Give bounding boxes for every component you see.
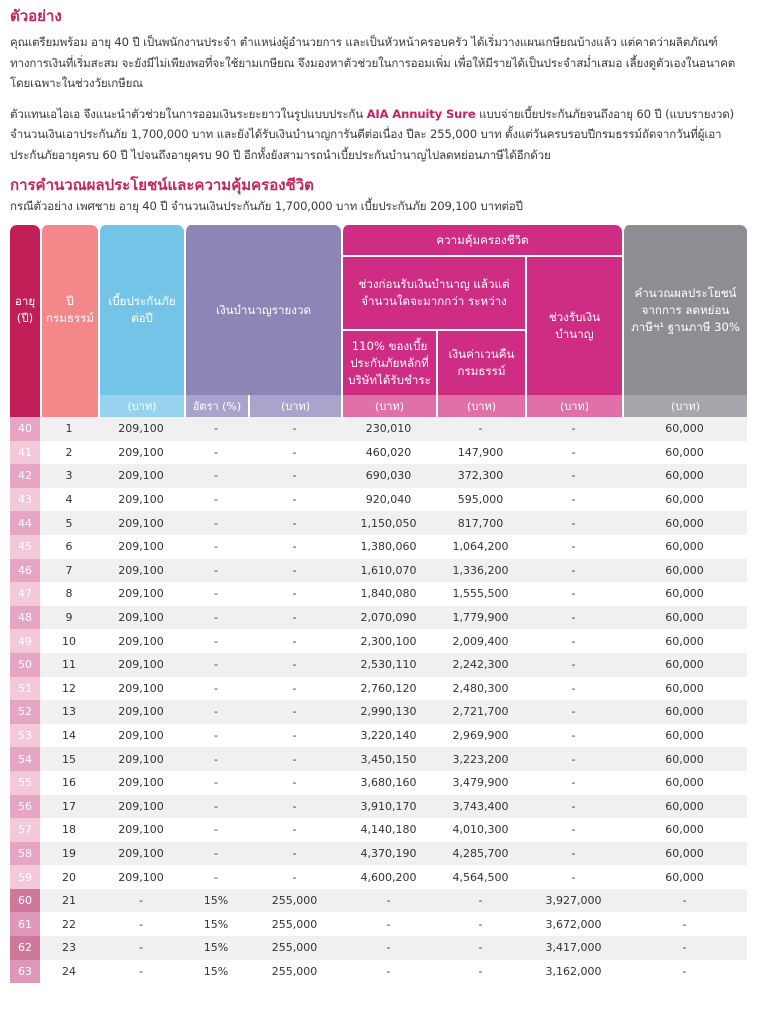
cell-age: 52 <box>10 700 40 724</box>
cell-cash-value: 4,285,700 <box>436 842 525 866</box>
cell-cash-value: - <box>436 936 525 960</box>
cell-policy-year: 13 <box>40 700 98 724</box>
example-paragraph-1: คุณเตรียมพร้อม อายุ 40 ปี เป็นพนักงานประจำ ตำแหน่งผู้อำนวยการ และเป็นหัวหน้าครอบครัว ได้เริ่มวางแผนเกษียณบ้างแล้ว แต่คาดว่าผลิตภัณฑ์ทางการเงินที่เริ่มสะสม จะยังมีไม่เพียงพอที่จะใช้ยามเกษียณ จึงมองหาตัวช่วยในการออมเพิ่ม เพื่อให้มีรายได้เป็นประจำสม่ำเสมอ เลี้ยงดูตัวเองในอนาคต โดยเฉพาะในช่วงวัยเกษียณ <box>10 35 736 90</box>
table-row <box>10 582 747 606</box>
cell-tax-benefit: 60,000 <box>622 417 747 441</box>
cell-tax-benefit: - <box>622 912 747 936</box>
cell-tax-benefit: 60,000 <box>622 700 747 724</box>
cell-annuity-benefit: - <box>525 842 622 866</box>
cell-death-benefit-110: - <box>341 912 436 936</box>
cell-policy-year: 19 <box>40 842 98 866</box>
cell-age: 42 <box>10 464 40 488</box>
cell-death-benefit-110: 4,370,190 <box>341 842 436 866</box>
cell-annuity-rate: - <box>184 582 248 606</box>
table-row <box>10 559 747 583</box>
cell-age: 44 <box>10 511 40 535</box>
cell-cash-value: - <box>436 417 525 441</box>
cell-policy-year: 14 <box>40 724 98 748</box>
example-heading: ตัวอย่าง <box>10 7 62 25</box>
cell-annuity-amount: - <box>248 653 341 677</box>
cell-annuity-rate: - <box>184 606 248 630</box>
header-during-annuity: ช่วงรับเงิน บำนาญ <box>525 255 622 395</box>
cell-premium: 209,100 <box>98 842 184 866</box>
cell-premium: 209,100 <box>98 700 184 724</box>
cell-age: 55 <box>10 771 40 795</box>
cell-annuity-rate: - <box>184 842 248 866</box>
cell-tax-benefit: - <box>622 889 747 913</box>
cell-premium: 209,100 <box>98 582 184 606</box>
cell-age: 49 <box>10 629 40 653</box>
header-before-annuity: ช่วงก่อนรับเงินบำนาญ แล้วแต่จำนวนใดจะมากกว่า ระหว่าง <box>341 255 525 329</box>
cell-annuity-rate: - <box>184 488 248 512</box>
cell-tax-benefit: 60,000 <box>622 488 747 512</box>
cell-premium: 209,100 <box>98 771 184 795</box>
cell-premium: 209,100 <box>98 818 184 842</box>
para2-start: ตัวแทนเอไอเอ จึงแนะนำตัวช่วยในการออมเงินระยะยาวในรูปแบบประกัน <box>10 106 367 121</box>
cell-annuity-rate: - <box>184 441 248 465</box>
cell-policy-year: 15 <box>40 747 98 771</box>
cell-annuity-benefit: 3,927,000 <box>525 889 622 913</box>
cell-death-benefit-110: - <box>341 889 436 913</box>
cell-annuity-amount: - <box>248 535 341 559</box>
cell-age: 58 <box>10 842 40 866</box>
cell-annuity-benefit: - <box>525 865 622 889</box>
cell-policy-year: 12 <box>40 677 98 701</box>
cell-death-benefit-110: - <box>341 960 436 984</box>
header-cash-value: เงินค่าเวนคืน กรมธรรม์ <box>436 329 525 395</box>
cell-annuity-benefit: - <box>525 559 622 583</box>
cell-death-benefit-110: 3,220,140 <box>341 724 436 748</box>
cell-annuity-rate: 15% <box>184 960 248 984</box>
cell-cash-value: 2,242,300 <box>436 653 525 677</box>
table-row <box>10 700 747 724</box>
table-row <box>10 511 747 535</box>
cell-policy-year: 20 <box>40 865 98 889</box>
para2-end: แบบจ่ายเบี้ยประกันภัยจนถึงอายุ 60 ปี (แบบรายงวด) จำนวนเงินเอาประกันภัย 1,700,000 บาท และยังได้รับเงินบำนาญการันตีต่อเนื่อง ปีละ 255,000 บาท ตั้งแต่วันครบรอบปีกรมธรรม์ถัดจากวันที่ผู้เอาประกันภัยอายุครบ 60 ปี ไปจนถึงอายุครบ 90 ปี อีกทั้งยังสามารถนำเบี้ยประกันบำนาญไปลดหย่อนภาษีได้อีกด้วย <box>10 106 734 162</box>
cell-tax-benefit: 60,000 <box>622 629 747 653</box>
cell-annuity-benefit: - <box>525 535 622 559</box>
cell-tax-benefit: 60,000 <box>622 795 747 819</box>
table-row <box>10 629 747 653</box>
cell-annuity-rate: - <box>184 818 248 842</box>
cell-cash-value: 1,555,500 <box>436 582 525 606</box>
cell-annuity-benefit: 3,672,000 <box>525 912 622 936</box>
cell-annuity-benefit: 3,162,000 <box>525 960 622 984</box>
cell-tax-benefit: 60,000 <box>622 511 747 535</box>
cell-policy-year: 2 <box>40 441 98 465</box>
cell-policy-year: 16 <box>40 771 98 795</box>
unit-during-annuity: (บาท) <box>525 395 622 417</box>
table-row <box>10 464 747 488</box>
table-row <box>10 889 747 913</box>
table-row <box>10 441 747 465</box>
unit-110-percent: (บาท) <box>341 395 436 417</box>
cell-premium: 209,100 <box>98 511 184 535</box>
cell-policy-year: 10 <box>40 629 98 653</box>
cell-annuity-benefit: - <box>525 488 622 512</box>
cell-annuity-amount: - <box>248 488 341 512</box>
cell-premium: 209,100 <box>98 629 184 653</box>
cell-tax-benefit: 60,000 <box>622 606 747 630</box>
cell-cash-value: 2,009,400 <box>436 629 525 653</box>
header-tax-benefit: คำนวณผลประโยชน์ จากการ ลดหย่อนภาษีฯ¹ ฐานภาษี 30% <box>622 225 747 395</box>
cell-policy-year: 4 <box>40 488 98 512</box>
cell-policy-year: 22 <box>40 912 98 936</box>
cell-annuity-amount: - <box>248 441 341 465</box>
table-row <box>10 912 747 936</box>
table-row <box>10 747 747 771</box>
cell-annuity-rate: - <box>184 771 248 795</box>
cell-annuity-rate: - <box>184 559 248 583</box>
cell-annuity-amount: 255,000 <box>248 936 341 960</box>
cell-policy-year: 21 <box>40 889 98 913</box>
cell-annuity-benefit: - <box>525 700 622 724</box>
cell-policy-year: 7 <box>40 559 98 583</box>
cell-death-benefit-110: 1,840,080 <box>341 582 436 606</box>
cell-cash-value: 817,700 <box>436 511 525 535</box>
cell-annuity-benefit: - <box>525 677 622 701</box>
cell-annuity-amount: - <box>248 771 341 795</box>
cell-cash-value: 3,743,400 <box>436 795 525 819</box>
table-row <box>10 936 747 960</box>
table-row <box>10 960 747 984</box>
cell-policy-year: 3 <box>40 464 98 488</box>
cell-annuity-benefit: - <box>525 747 622 771</box>
cell-premium: - <box>98 960 184 984</box>
cell-tax-benefit: 60,000 <box>622 464 747 488</box>
unit-cash-value: (บาท) <box>436 395 525 417</box>
cell-death-benefit-110: 4,140,180 <box>341 818 436 842</box>
cell-premium: 209,100 <box>98 865 184 889</box>
cell-death-benefit-110: - <box>341 936 436 960</box>
table-row <box>10 417 747 441</box>
cell-premium: - <box>98 936 184 960</box>
header-policy-year: ปี กรมธรรม์ <box>40 225 98 395</box>
cell-age: 62 <box>10 936 40 960</box>
example-paragraph-2 <box>10 104 747 166</box>
cell-annuity-benefit: - <box>525 511 622 535</box>
cell-policy-year: 11 <box>40 653 98 677</box>
unit-year <box>40 395 98 417</box>
cell-premium: 209,100 <box>98 441 184 465</box>
cell-age: 51 <box>10 677 40 701</box>
cell-age: 60 <box>10 889 40 913</box>
cell-annuity-amount: 255,000 <box>248 889 341 913</box>
cell-cash-value: 1,779,900 <box>436 606 525 630</box>
cell-annuity-amount: - <box>248 677 341 701</box>
cell-premium: 209,100 <box>98 724 184 748</box>
cell-death-benefit-110: 1,150,050 <box>341 511 436 535</box>
cell-annuity-benefit: - <box>525 771 622 795</box>
cell-annuity-benefit: - <box>525 818 622 842</box>
cell-annuity-amount: - <box>248 818 341 842</box>
benefit-table <box>10 225 747 983</box>
cell-cash-value: 2,480,300 <box>436 677 525 701</box>
cell-premium: 209,100 <box>98 488 184 512</box>
table-row <box>10 677 747 701</box>
cell-cash-value: 2,969,900 <box>436 724 525 748</box>
table-row <box>10 488 747 512</box>
cell-annuity-amount: 255,000 <box>248 912 341 936</box>
cell-policy-year: 23 <box>40 936 98 960</box>
cell-annuity-rate: 15% <box>184 889 248 913</box>
cell-annuity-amount: 255,000 <box>248 960 341 984</box>
header-age: อายุ (ปี) <box>10 225 40 395</box>
cell-tax-benefit: 60,000 <box>622 535 747 559</box>
cell-annuity-amount: - <box>248 747 341 771</box>
cell-cash-value: 2,721,700 <box>436 700 525 724</box>
cell-annuity-rate: - <box>184 865 248 889</box>
cell-age: 46 <box>10 559 40 583</box>
cell-age: 41 <box>10 441 40 465</box>
cell-annuity-amount: - <box>248 464 341 488</box>
cell-premium: - <box>98 889 184 913</box>
cell-death-benefit-110: 230,010 <box>341 417 436 441</box>
cell-annuity-rate: - <box>184 700 248 724</box>
cell-annuity-amount: - <box>248 559 341 583</box>
header-life-coverage: ความคุ้มครองชีวิต <box>341 225 622 255</box>
cell-cash-value: 4,564,500 <box>436 865 525 889</box>
cell-annuity-amount: - <box>248 629 341 653</box>
cell-cash-value: - <box>436 912 525 936</box>
cell-annuity-benefit: - <box>525 629 622 653</box>
cell-tax-benefit: 60,000 <box>622 818 747 842</box>
cell-tax-benefit: - <box>622 936 747 960</box>
cell-policy-year: 9 <box>40 606 98 630</box>
cell-cash-value: 147,900 <box>436 441 525 465</box>
cell-annuity-rate: - <box>184 795 248 819</box>
cell-annuity-benefit: - <box>525 653 622 677</box>
cell-annuity-benefit: - <box>525 606 622 630</box>
unit-annuity-rate: อัตรา (%) <box>184 395 248 417</box>
cell-age: 54 <box>10 747 40 771</box>
cell-tax-benefit: 60,000 <box>622 771 747 795</box>
cell-death-benefit-110: 3,450,150 <box>341 747 436 771</box>
cell-cash-value: - <box>436 889 525 913</box>
cell-death-benefit-110: 1,610,070 <box>341 559 436 583</box>
cell-cash-value: 3,479,900 <box>436 771 525 795</box>
cell-tax-benefit: 60,000 <box>622 582 747 606</box>
table-row <box>10 842 747 866</box>
cell-death-benefit-110: 2,070,090 <box>341 606 436 630</box>
cell-policy-year: 8 <box>40 582 98 606</box>
cell-annuity-amount: - <box>248 700 341 724</box>
cell-death-benefit-110: 3,680,160 <box>341 771 436 795</box>
cell-annuity-amount: - <box>248 511 341 535</box>
table-row <box>10 818 747 842</box>
cell-death-benefit-110: 460,020 <box>341 441 436 465</box>
cell-annuity-rate: - <box>184 629 248 653</box>
cell-annuity-benefit: - <box>525 795 622 819</box>
cell-annuity-rate: - <box>184 677 248 701</box>
cell-policy-year: 17 <box>40 795 98 819</box>
header-premium: เบี้ยประกันภัย ต่อปี <box>98 225 184 395</box>
table-row <box>10 724 747 748</box>
cell-cash-value: 4,010,300 <box>436 818 525 842</box>
table-row <box>10 653 747 677</box>
cell-death-benefit-110: 2,760,120 <box>341 677 436 701</box>
calc-subtitle: กรณีตัวอย่าง เพศชาย อายุ 40 ปี จำนวนเงินประกันภัย 1,700,000 บาท เบี้ยประกันภัย 209,100 บาทต่อปี <box>10 199 523 213</box>
cell-annuity-rate: - <box>184 653 248 677</box>
cell-tax-benefit: 60,000 <box>622 559 747 583</box>
cell-tax-benefit: 60,000 <box>622 653 747 677</box>
table-row <box>10 535 747 559</box>
cell-death-benefit-110: 690,030 <box>341 464 436 488</box>
cell-premium: 209,100 <box>98 677 184 701</box>
cell-tax-benefit: - <box>622 960 747 984</box>
cell-age: 56 <box>10 795 40 819</box>
unit-premium: (บาท) <box>98 395 184 417</box>
cell-premium: 209,100 <box>98 417 184 441</box>
cell-age: 47 <box>10 582 40 606</box>
unit-tax-benefit: (บาท) <box>622 395 747 417</box>
cell-cash-value: 3,223,200 <box>436 747 525 771</box>
cell-cash-value: 1,064,200 <box>436 535 525 559</box>
cell-premium: 209,100 <box>98 606 184 630</box>
cell-annuity-amount: - <box>248 724 341 748</box>
cell-annuity-rate: - <box>184 417 248 441</box>
page <box>10 0 747 983</box>
cell-death-benefit-110: 3,910,170 <box>341 795 436 819</box>
cell-annuity-rate: 15% <box>184 936 248 960</box>
cell-age: 57 <box>10 818 40 842</box>
cell-annuity-benefit: - <box>525 724 622 748</box>
cell-annuity-rate: - <box>184 464 248 488</box>
cell-age: 63 <box>10 960 40 984</box>
table-row <box>10 606 747 630</box>
cell-annuity-rate: - <box>184 747 248 771</box>
cell-annuity-rate: - <box>184 724 248 748</box>
cell-tax-benefit: 60,000 <box>622 865 747 889</box>
cell-annuity-benefit: - <box>525 582 622 606</box>
cell-premium: 209,100 <box>98 653 184 677</box>
cell-annuity-rate: 15% <box>184 912 248 936</box>
table-row <box>10 795 747 819</box>
cell-policy-year: 1 <box>40 417 98 441</box>
cell-cash-value: 595,000 <box>436 488 525 512</box>
unit-annuity-amount: (บาท) <box>248 395 341 417</box>
cell-death-benefit-110: 2,530,110 <box>341 653 436 677</box>
cell-annuity-benefit: 3,417,000 <box>525 936 622 960</box>
cell-premium: 209,100 <box>98 747 184 771</box>
cell-premium: 209,100 <box>98 464 184 488</box>
cell-age: 40 <box>10 417 40 441</box>
cell-tax-benefit: 60,000 <box>622 724 747 748</box>
product-name: AIA Annuity Sure <box>366 106 476 121</box>
cell-age: 45 <box>10 535 40 559</box>
cell-tax-benefit: 60,000 <box>622 441 747 465</box>
cell-age: 61 <box>10 912 40 936</box>
cell-premium: 209,100 <box>98 559 184 583</box>
cell-age: 53 <box>10 724 40 748</box>
cell-tax-benefit: 60,000 <box>622 677 747 701</box>
header-annuity: เงินบำนาญรายงวด <box>184 225 341 395</box>
cell-tax-benefit: 60,000 <box>622 842 747 866</box>
cell-death-benefit-110: 4,600,200 <box>341 865 436 889</box>
cell-cash-value: 1,336,200 <box>436 559 525 583</box>
cell-annuity-amount: - <box>248 842 341 866</box>
cell-premium: - <box>98 912 184 936</box>
cell-age: 48 <box>10 606 40 630</box>
cell-death-benefit-110: 1,380,060 <box>341 535 436 559</box>
cell-annuity-rate: - <box>184 511 248 535</box>
calc-heading: การคำนวณผลประโยชน์และความคุ้มครองชีวิต <box>10 176 314 194</box>
cell-age: 50 <box>10 653 40 677</box>
cell-policy-year: 18 <box>40 818 98 842</box>
cell-annuity-amount: - <box>248 865 341 889</box>
cell-policy-year: 24 <box>40 960 98 984</box>
cell-annuity-amount: - <box>248 606 341 630</box>
cell-policy-year: 6 <box>40 535 98 559</box>
table-row <box>10 865 747 889</box>
unit-age <box>10 395 40 417</box>
cell-tax-benefit: 60,000 <box>622 747 747 771</box>
cell-annuity-amount: - <box>248 417 341 441</box>
cell-annuity-benefit: - <box>525 441 622 465</box>
cell-annuity-benefit: - <box>525 464 622 488</box>
cell-annuity-rate: - <box>184 535 248 559</box>
header-110-percent: 110% ของเบี้ย ประกันภัยหลักที่ บริษัทได้รับชำระ <box>341 329 436 395</box>
cell-age: 59 <box>10 865 40 889</box>
cell-annuity-amount: - <box>248 795 341 819</box>
cell-annuity-amount: - <box>248 582 341 606</box>
cell-cash-value: - <box>436 960 525 984</box>
cell-cash-value: 372,300 <box>436 464 525 488</box>
cell-premium: 209,100 <box>98 535 184 559</box>
cell-death-benefit-110: 920,040 <box>341 488 436 512</box>
cell-premium: 209,100 <box>98 795 184 819</box>
cell-annuity-benefit: - <box>525 417 622 441</box>
table-row <box>10 771 747 795</box>
cell-death-benefit-110: 2,990,130 <box>341 700 436 724</box>
cell-policy-year: 5 <box>40 511 98 535</box>
cell-death-benefit-110: 2,300,100 <box>341 629 436 653</box>
cell-age: 43 <box>10 488 40 512</box>
